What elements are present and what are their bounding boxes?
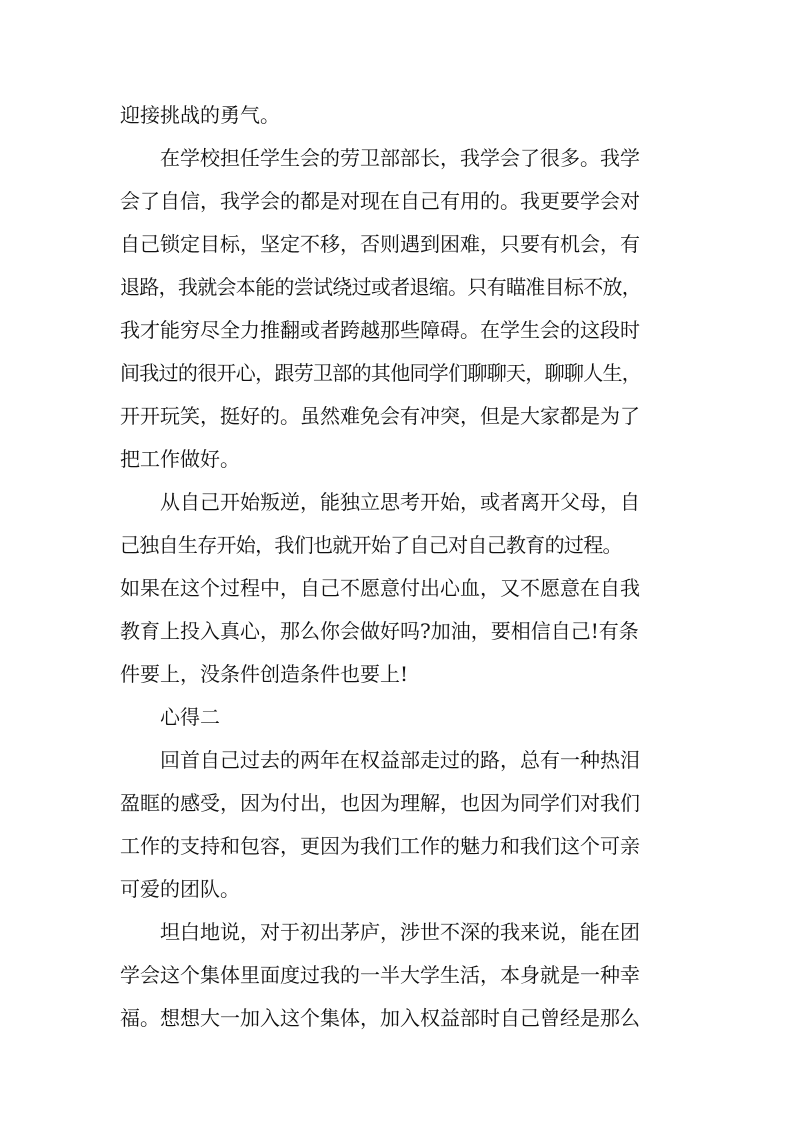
- text-line: 自己锁定目标，坚定不移，否则遇到困难，只要有机会，有: [120, 232, 640, 256]
- text-line: 教育上投入真心，那么你会做好吗?加油，要相信自己!有条: [120, 619, 639, 643]
- text-line: 坦白地说，对于初出茅庐，涉世不深的我来说，能在团: [160, 920, 640, 944]
- text-line: 我才能穷尽全力推翻或者跨越那些障碍。在学生会的这段时: [120, 318, 640, 342]
- text-line: 退路，我就会本能的尝试绕过或者退缩。只有瞄准目标不放，: [120, 275, 642, 299]
- text-line: 件要上，没条件创造条件也要上!: [120, 662, 409, 686]
- text-line: 开开玩笑，挺好的。虽然难免会有冲突，但是大家都是为了: [120, 404, 640, 428]
- text-line: 在学校担任学生会的劳卫部部长，我学会了很多。我学: [160, 146, 640, 170]
- text-line: 迎接挑战的勇气。: [120, 103, 280, 127]
- text-line: 回首自己过去的两年在权益部走过的路，总有一种热泪: [160, 748, 640, 772]
- text-line: 可爱的团队。: [120, 877, 240, 901]
- text-line: 己独自生存开始，我们也就开始了自己对自己教育的过程。: [120, 533, 622, 557]
- section-heading: 心得二: [160, 705, 220, 729]
- text-line: 如果在这个过程中，自己不愿意付出心血，又不愿意在自我: [120, 576, 640, 600]
- text-line: 学会这个集体里面度过我的一半大学生活，本身就是一种幸: [120, 963, 640, 987]
- text-line: 工作的支持和包容，更因为我们工作的魅力和我们这个可亲: [120, 834, 640, 858]
- text-line: 盈眶的感受，因为付出，也因为理解，也因为同学们对我们: [120, 791, 640, 815]
- text-line: 福。想想大一加入这个集体，加入权益部时自己曾经是那么: [120, 1006, 640, 1030]
- text-line: 把工作做好。: [120, 447, 240, 471]
- text-line: 会了自信，我学会的都是对现在自己有用的。我更要学会对: [120, 189, 640, 213]
- text-line: 间我过的很开心，跟劳卫部的其他同学们聊聊天，聊聊人生，: [120, 361, 642, 385]
- document-body: [120, 94, 680, 1040]
- text-line: 从自己开始叛逆，能独立思考开始，或者离开父母，自: [160, 490, 640, 514]
